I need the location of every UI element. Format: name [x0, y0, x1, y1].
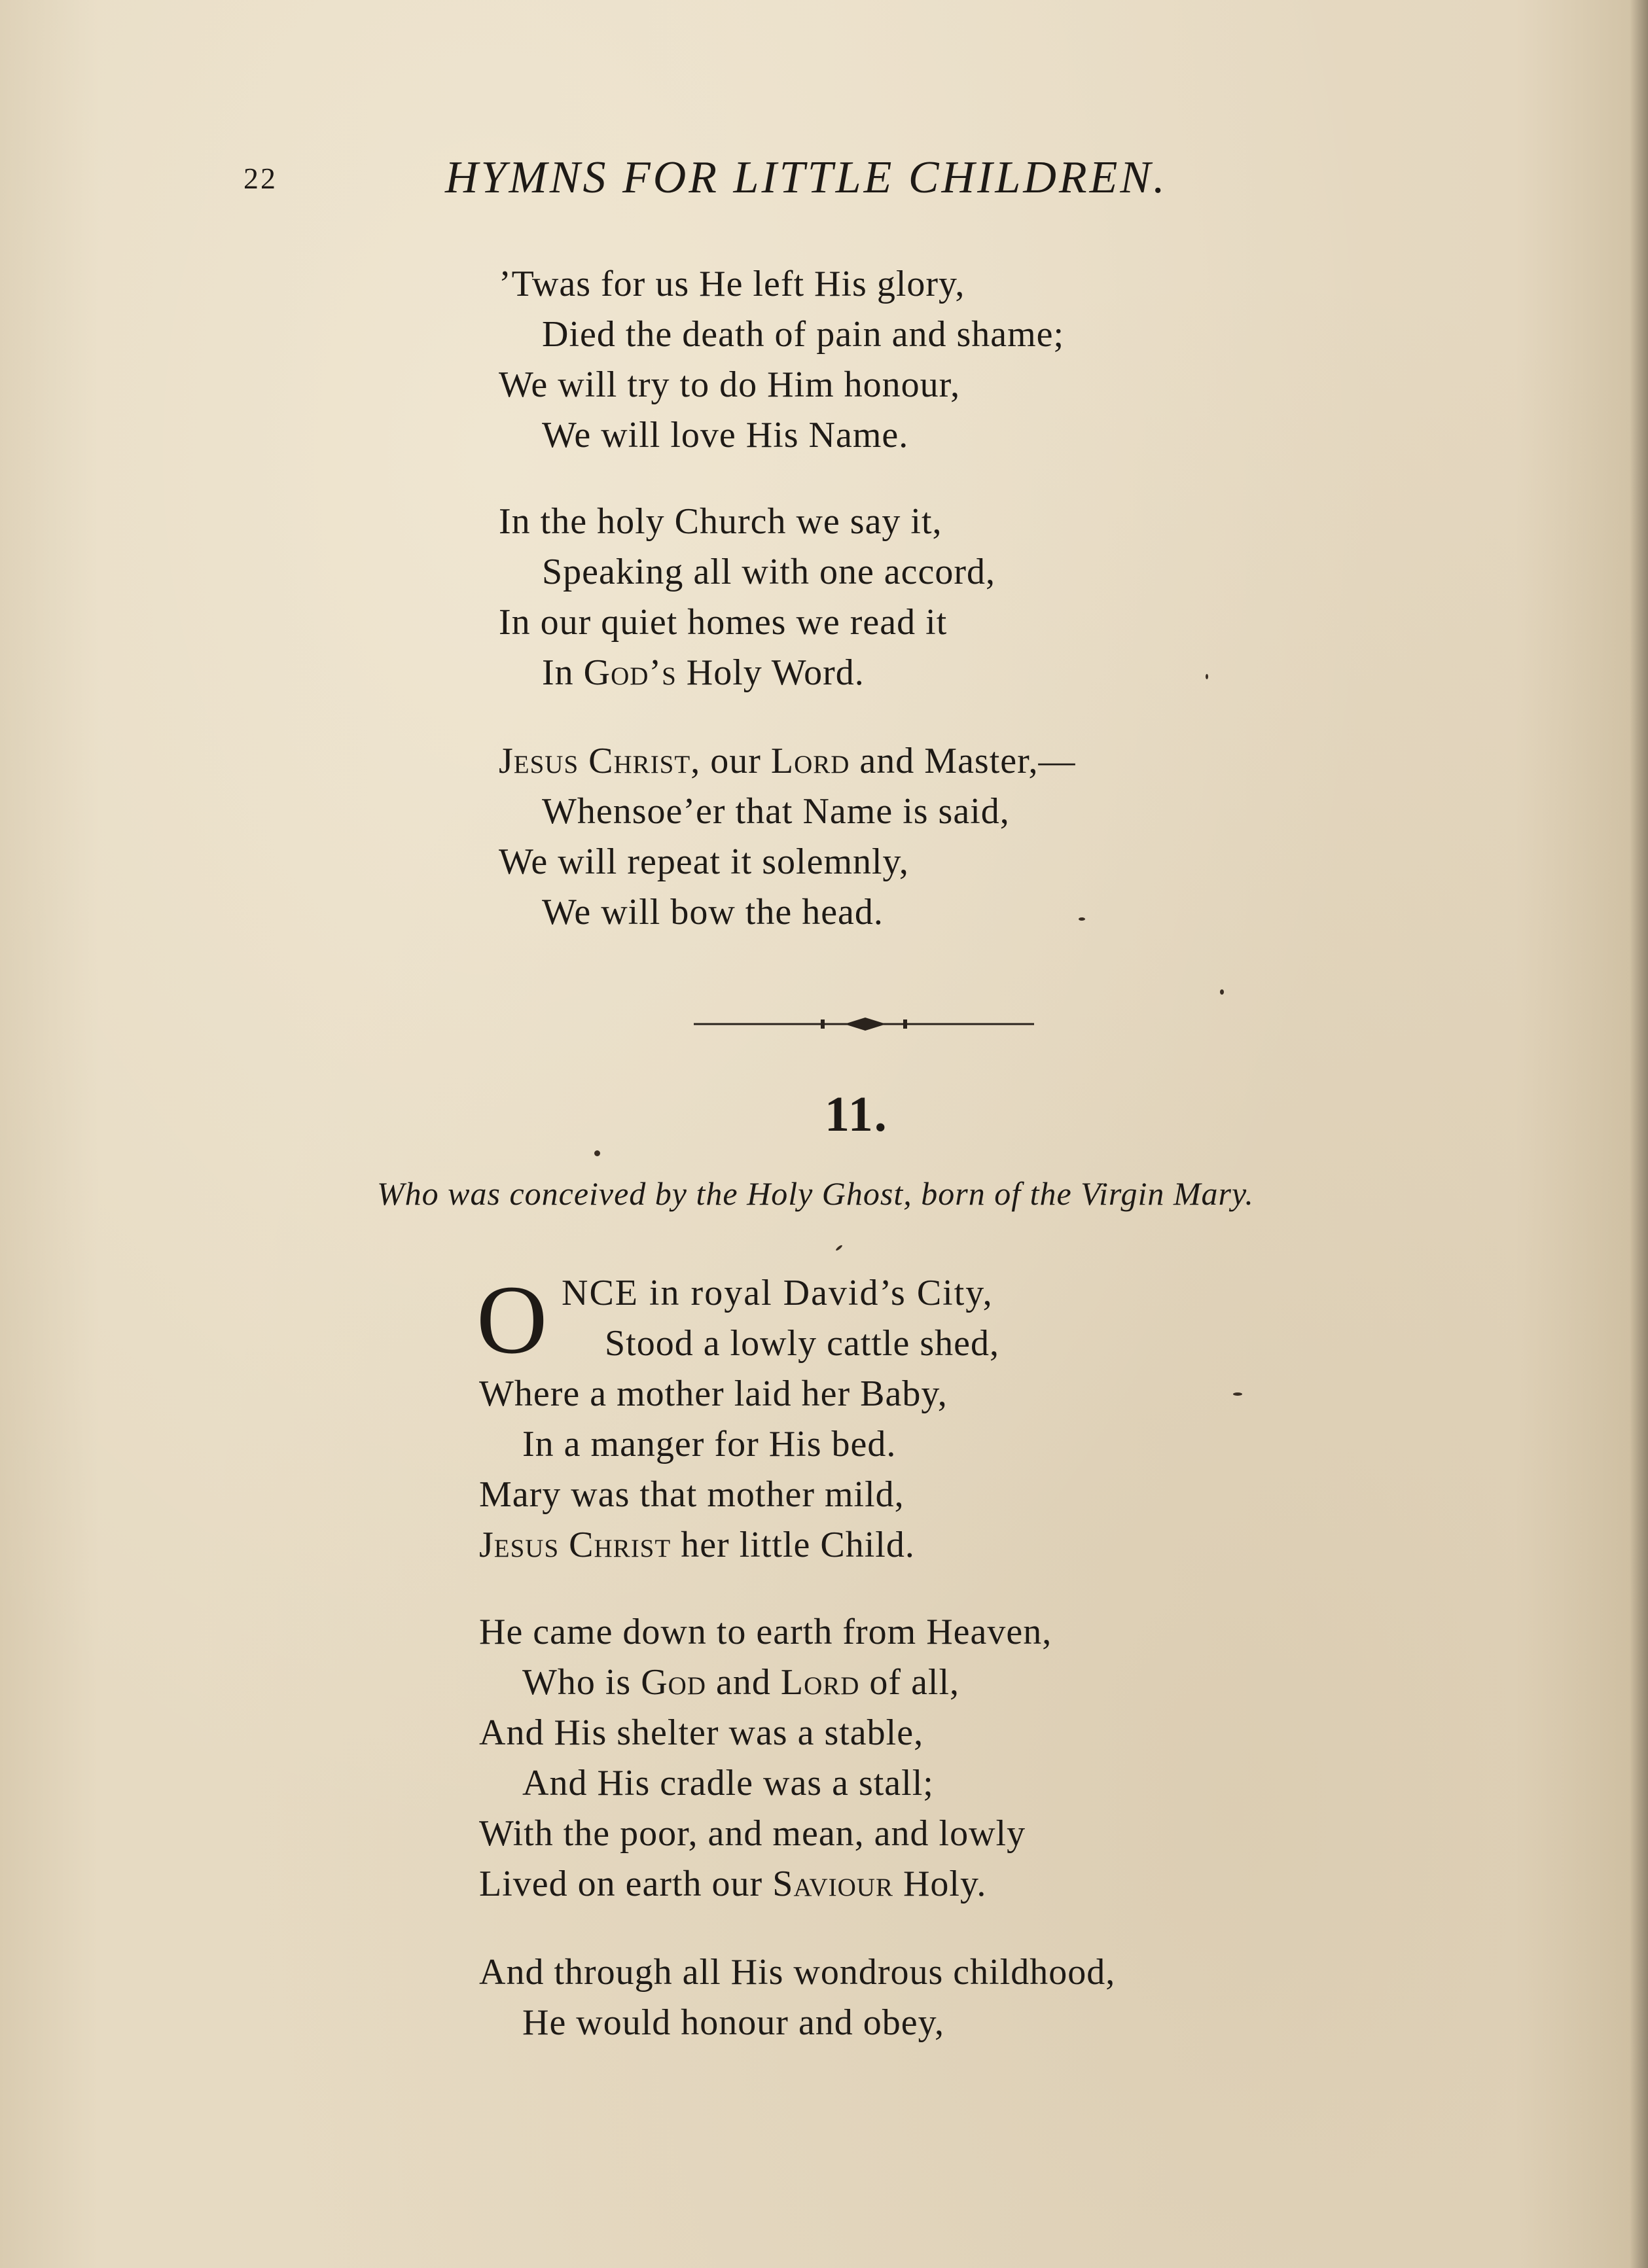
verse-text: Who is [522, 1662, 641, 1703]
verse-text: and [706, 1662, 781, 1703]
verse-text: Holy Word. [676, 652, 865, 693]
verse-line [499, 648, 995, 698]
verse-line: He came down to earth from Heaven, [479, 1612, 1052, 1652]
verse-text: and Master,— [850, 741, 1076, 781]
verse-line: We will love His Name. [542, 415, 909, 455]
verse-line: And through all His wondrous childhood, [479, 1952, 1116, 1993]
paper-speck [1233, 1392, 1242, 1396]
small-caps-word: Jesus Christ [479, 1525, 672, 1565]
verse-line: We will repeat it solemnly, [499, 842, 909, 882]
verse-text: her little Child. [671, 1525, 915, 1565]
verse-line: Mary was that mother mild, [479, 1474, 905, 1515]
verse-line: And His cradle was a stall; [522, 1763, 934, 1803]
stanza-top-1 [499, 259, 1064, 461]
verse-line: Where a mother laid her Baby, [479, 1373, 948, 1414]
verse-line: And His shelter was a stable, [479, 1712, 924, 1753]
hymn-stanza-2 [479, 1607, 1052, 1909]
verse-line [479, 1657, 1052, 1708]
verse-text: Holy. [893, 1864, 987, 1904]
page-header [0, 152, 1648, 204]
verse-text: Lived on earth our [479, 1864, 773, 1904]
stanza-top-2 [499, 497, 995, 698]
paper-speck [835, 1245, 843, 1252]
small-caps-word: Lord [770, 741, 850, 781]
verse-line [479, 1520, 999, 1570]
paper-speck [1220, 989, 1224, 995]
paper-speck [594, 1150, 600, 1156]
verse-line: We will try to do Him honour, [499, 364, 961, 405]
paper-speck [1079, 917, 1085, 921]
hymn-number: 11. [825, 1087, 888, 1142]
small-caps-word: Lord [780, 1662, 860, 1703]
verse-line: Stood a lowly cattle shed, [605, 1323, 1000, 1364]
hymn-stanza-3 [479, 1947, 1115, 2048]
hymn-stanza-1 [479, 1268, 999, 1570]
verse-line: In a manger for His bed. [522, 1424, 897, 1464]
small-caps-word: God [641, 1662, 706, 1703]
small-caps-word: Saviour [772, 1864, 893, 1904]
verse-line: We will bow the head. [542, 892, 884, 932]
verse-text: , our [690, 741, 771, 781]
verse-line: Whensoe’er that Name is said, [542, 791, 1010, 832]
hymn-subtitle: Who was conceived by the Holy Ghost, born of the Virgin Mary. [377, 1175, 1254, 1212]
verse-line: In our quiet homes we read it [499, 602, 948, 643]
drop-cap: O [476, 1266, 548, 1374]
verse-line: With the poor, and mean, and lowly [479, 1813, 1026, 1854]
verse-line: Speaking all with one accord, [542, 552, 996, 592]
verse-text: of all, [859, 1662, 960, 1703]
small-caps-word: Jesus Christ [499, 741, 691, 781]
verse-line: NCE in royal David’s City, [562, 1273, 994, 1313]
verse-line [479, 1859, 1052, 1909]
verse-line: In the holy Church we say it, [499, 501, 942, 542]
small-caps-word: God’s [583, 652, 677, 693]
page-number: 22 [243, 162, 278, 195]
verse-line: He would honour and obey, [522, 2002, 945, 2043]
verse-line: ’Twas for us He left His glory, [499, 264, 965, 304]
ornamental-divider [694, 1011, 1034, 1037]
running-head: HYMNS FOR LITTLE CHILDREN. [445, 152, 1168, 203]
page-edge-shadow [1630, 0, 1648, 2268]
verse-line: Died the death of pain and shame; [542, 314, 1065, 355]
verse-line [499, 736, 1076, 787]
paper-speck [1206, 674, 1208, 679]
verse-text: In [542, 652, 584, 693]
stanza-top-3 [499, 736, 1076, 938]
